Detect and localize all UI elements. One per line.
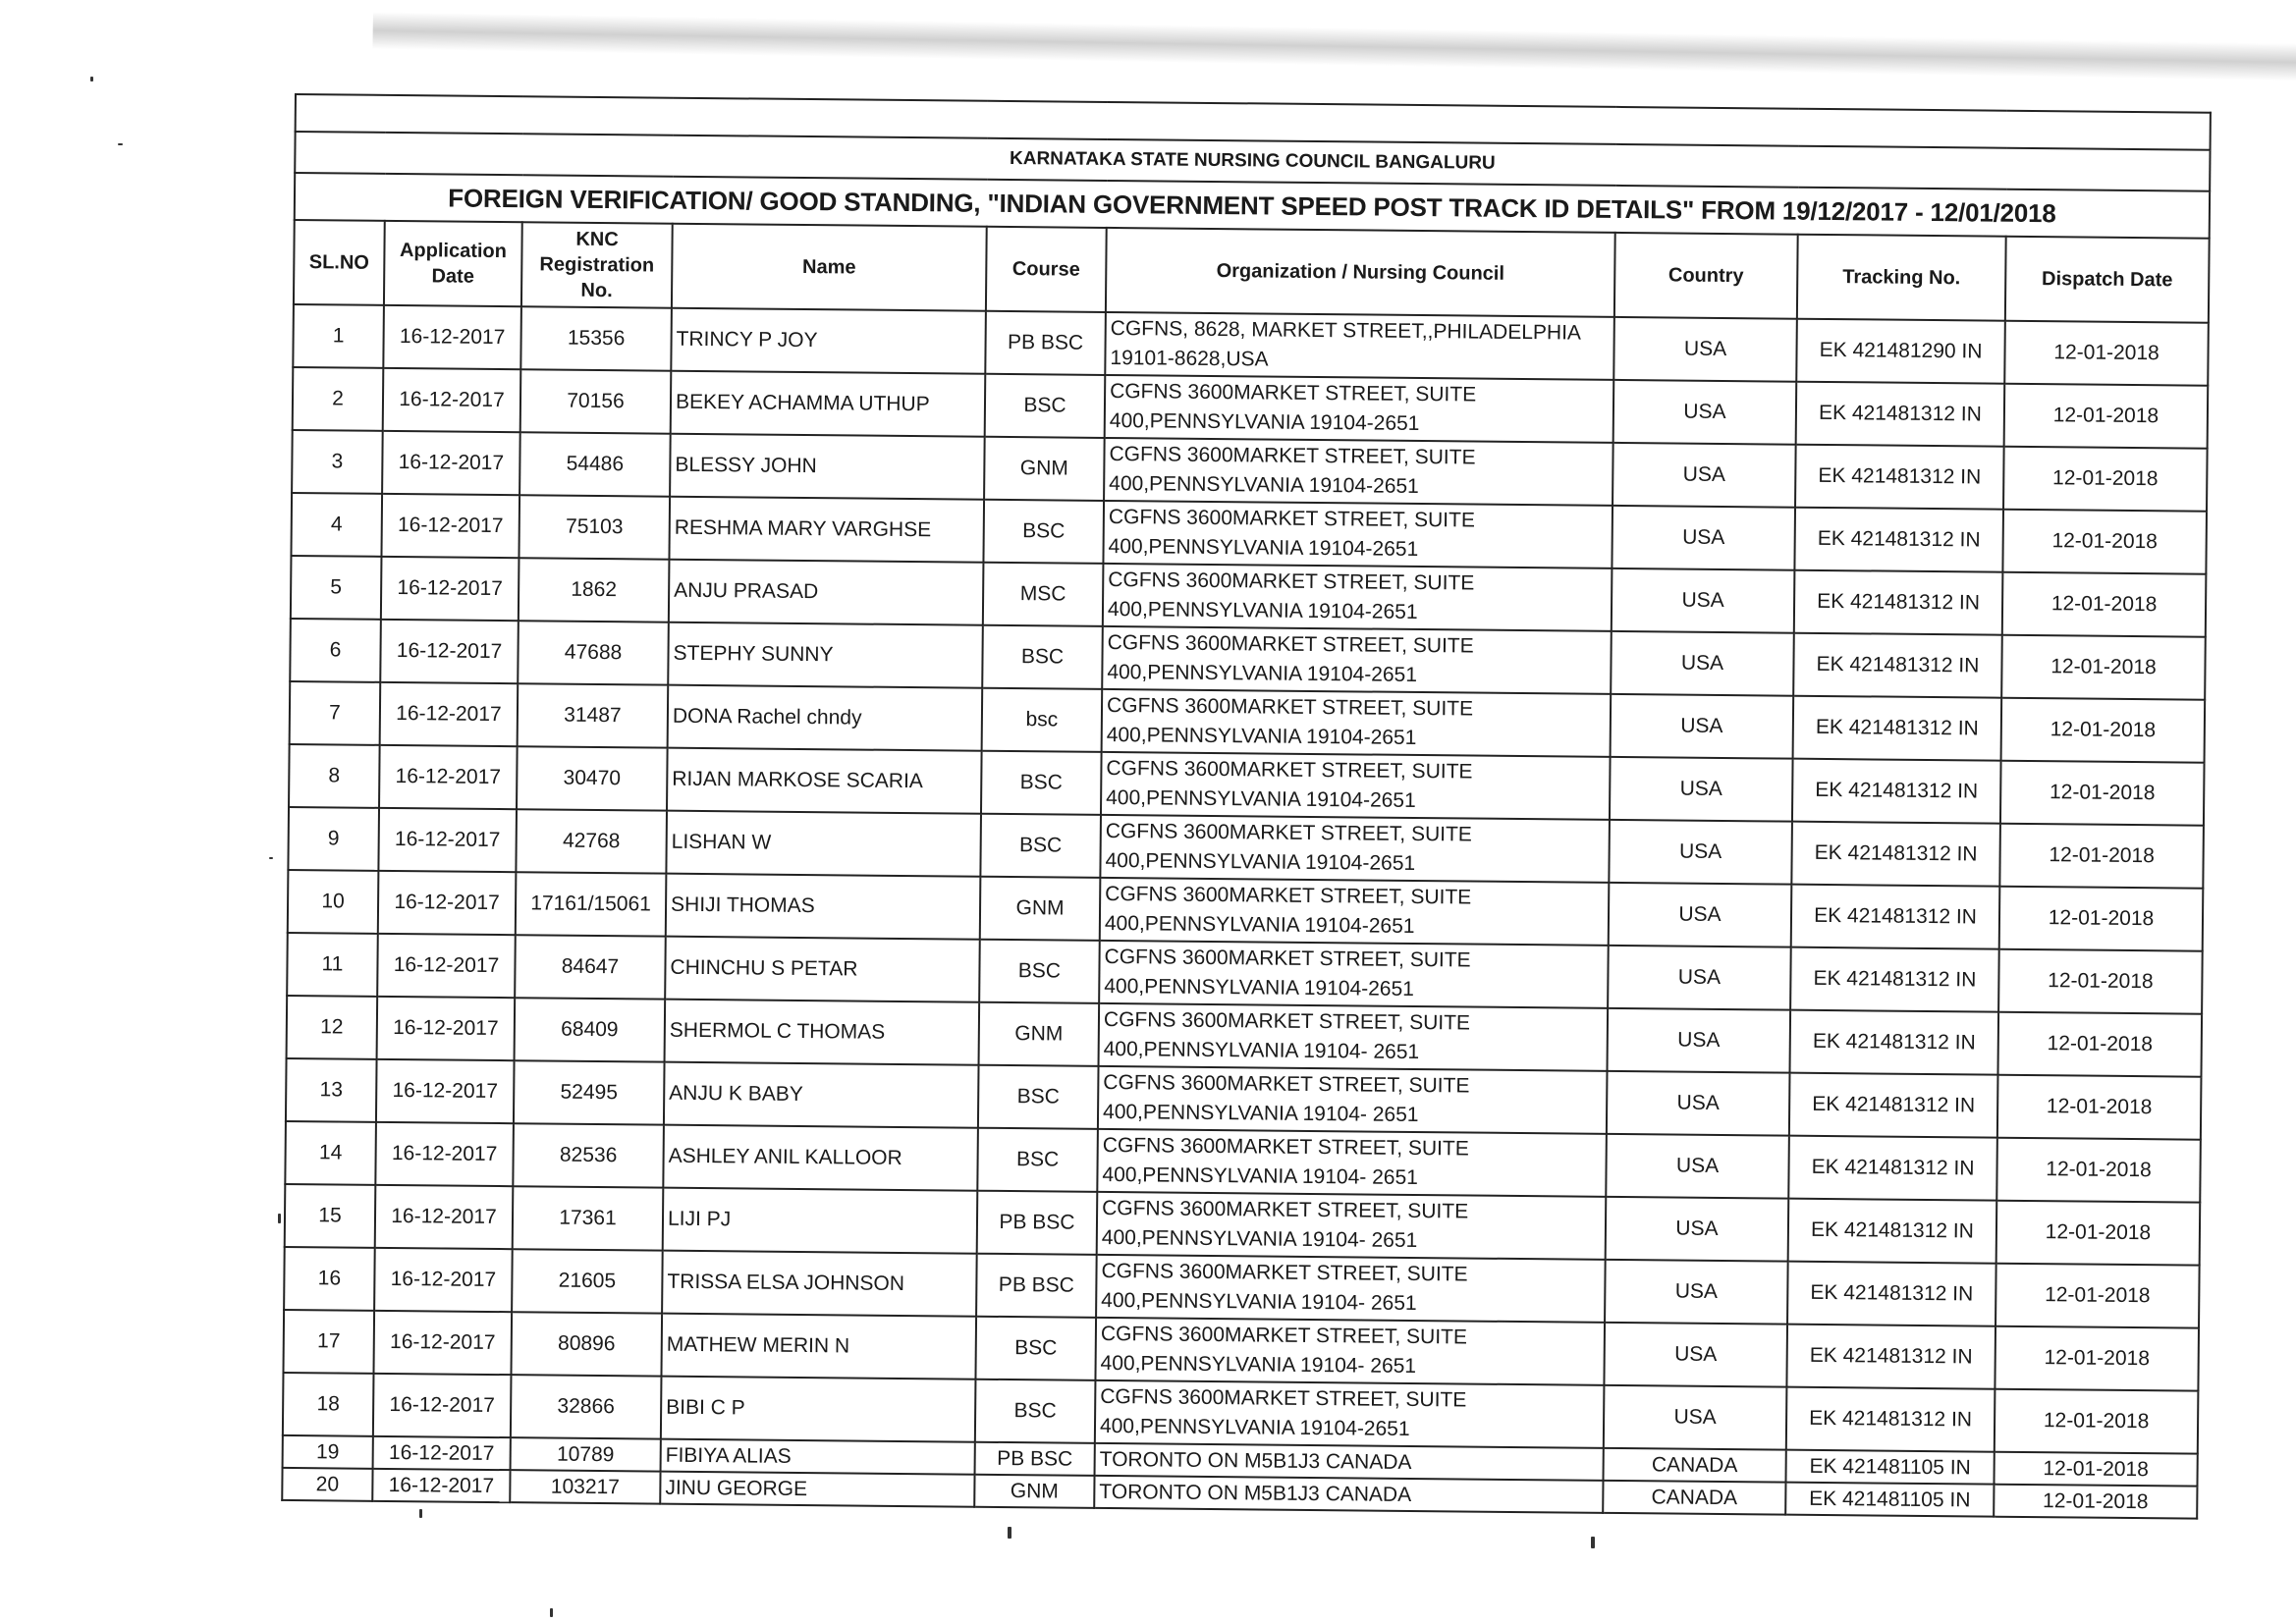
cell-country: USA — [1609, 883, 1792, 947]
cell-knc-registration-no: 30470 — [517, 746, 668, 810]
cell-tracking-no: EK 421481312 IN — [1793, 696, 2002, 761]
cell-tracking-no: EK 421481105 IN — [1785, 1450, 1994, 1485]
cell-course: PB BSC — [975, 1442, 1095, 1476]
org-title: KARNATAKA STATE NURSING COUNCIL BANGALURU — [295, 132, 2210, 191]
cell-knc-registration-no: 75103 — [519, 495, 670, 559]
organization-line-1: CGFNS 3600MARKET STREET, SUITE — [1104, 945, 1471, 972]
organization-line-1: CGFNS 3600MARKET STREET, SUITE — [1106, 756, 1473, 784]
cell-dispatch-date: 12-01-2018 — [1995, 1326, 2199, 1391]
organization-line-1: CGFNS 3600MARKET STREET, SUITE — [1102, 1196, 1469, 1223]
cell-application-date: 16-12-2017 — [380, 620, 519, 683]
organization-line-2: 400,PENNSYLVANIA 19104-2651 — [1106, 723, 1417, 749]
cell-organization — [1105, 375, 1614, 443]
scan-speck — [550, 1608, 553, 1617]
cell-knc-registration-no: 17361 — [513, 1186, 664, 1250]
organization-line-1: CGFNS 3600MARKET STREET, SUITE — [1110, 379, 1477, 406]
cell-knc-registration-no: 15356 — [520, 306, 672, 370]
organization-line-2: 400,PENNSYLVANIA 19104-2651 — [1104, 911, 1415, 938]
cell-application-date: 16-12-2017 — [377, 997, 516, 1060]
cell-organization — [1095, 1380, 1605, 1448]
cell-country: USA — [1612, 568, 1795, 633]
cell-course: BSC — [980, 814, 1101, 878]
organization-line-2: 400,PENNSYLVANIA 19104-2651 — [1107, 660, 1418, 686]
cell-name: SHERMOL C THOMAS — [665, 1000, 980, 1065]
cell-dispatch-date: 12-01-2018 — [2002, 572, 2207, 637]
cell-course: GNM — [980, 877, 1101, 941]
cell-tracking-no: EK 421481312 IN — [1791, 885, 2000, 949]
cell-name: BIBI C P — [661, 1377, 976, 1442]
cell-dispatch-date: 12-01-2018 — [2002, 510, 2207, 574]
cell-course: GNM — [974, 1475, 1094, 1508]
cell-sl-no: 3 — [292, 430, 383, 494]
scan-speck — [118, 143, 123, 145]
cell-course: BSC — [978, 1065, 1099, 1129]
cell-country: CANADA — [1603, 1481, 1785, 1515]
cell-tracking-no: EK 421481312 IN — [1786, 1387, 1995, 1452]
organization-line-1: TORONTO ON M5B1J3 CANADA — [1099, 1447, 1412, 1474]
cell-name: TRISSA ELSA JOHNSON — [662, 1251, 977, 1317]
cell-dispatch-date: 12-01-2018 — [1998, 949, 2203, 1014]
cell-tracking-no: EK 421481105 IN — [1785, 1483, 1994, 1517]
cell-course: BSC — [982, 625, 1103, 689]
cell-dispatch-date: 12-01-2018 — [2000, 761, 2205, 826]
cell-tracking-no: EK 421481312 IN — [1788, 1136, 1997, 1201]
cell-application-date: 16-12-2017 — [375, 1122, 514, 1186]
cell-name: BLESSY JOHN — [670, 434, 985, 500]
cell-sl-no: 11 — [287, 933, 378, 997]
cell-organization — [1103, 564, 1613, 631]
cell-dispatch-date: 12-01-2018 — [1997, 1012, 2202, 1077]
organization-line-2: 400,PENNSYLVANIA 19104- 2651 — [1102, 1100, 1419, 1127]
organization-line-1: CGFNS, 8628, MARKET STREET,,PHILADELPHIA — [1110, 316, 1582, 345]
organization-line-1: CGFNS 3600MARKET STREET, SUITE — [1106, 693, 1474, 721]
cell-course: BSC — [979, 940, 1100, 1003]
cell-country: USA — [1610, 757, 1793, 822]
cell-organization — [1095, 1443, 1604, 1481]
cell-application-date: 16-12-2017 — [375, 1185, 514, 1249]
organization-line-2: 400,PENNSYLVANIA 19104-2651 — [1099, 1414, 1410, 1440]
cell-sl-no: 19 — [283, 1435, 373, 1469]
cell-tracking-no: EK 421481312 IN — [1789, 1073, 1998, 1138]
organization-line-2: 400,PENNSYLVANIA 19104-2651 — [1105, 848, 1416, 875]
cell-country: USA — [1607, 1071, 1790, 1136]
cell-application-date: 16-12-2017 — [373, 1374, 512, 1437]
cell-sl-no: 7 — [290, 681, 381, 745]
cell-tracking-no: EK 421481312 IN — [1787, 1262, 1996, 1326]
cell-sl-no: 5 — [291, 556, 382, 620]
header-name: Name — [672, 224, 987, 311]
cell-knc-registration-no: 52495 — [514, 1060, 665, 1124]
cell-organization — [1098, 1066, 1608, 1134]
cell-dispatch-date: 12-01-2018 — [1995, 1264, 2200, 1328]
cell-course: PB BSC — [976, 1254, 1097, 1318]
cell-country: USA — [1613, 443, 1796, 508]
cell-application-date: 16-12-2017 — [381, 494, 519, 558]
cell-organization — [1105, 312, 1614, 380]
organization-line-2: 400,PENNSYLVANIA 19104-2651 — [1104, 974, 1415, 1001]
cell-organization — [1094, 1476, 1603, 1513]
cell-sl-no: 18 — [283, 1373, 374, 1436]
organization-line-2: 400,PENNSYLVANIA 19104- 2651 — [1101, 1225, 1418, 1253]
cell-application-date: 16-12-2017 — [377, 934, 516, 998]
cell-country: USA — [1606, 1197, 1789, 1262]
organization-line-1: CGFNS 3600MARKET STREET, SUITE — [1105, 882, 1472, 909]
cell-knc-registration-no: 68409 — [515, 998, 666, 1061]
cell-application-date: 16-12-2017 — [380, 682, 519, 746]
cell-organization — [1096, 1255, 1606, 1323]
cell-country: USA — [1608, 1008, 1791, 1073]
cell-tracking-no: EK 421481290 IN — [1796, 319, 2005, 384]
cell-name: SHIJI THOMAS — [666, 874, 981, 940]
cell-application-date: 16-12-2017 — [373, 1311, 512, 1375]
cell-sl-no: 4 — [291, 493, 382, 557]
organization-line-2: 400,PENNSYLVANIA 19104- 2651 — [1103, 1037, 1420, 1064]
cell-course: BSC — [981, 751, 1102, 815]
cell-application-date: 16-12-2017 — [383, 305, 521, 369]
organization-line-1: CGFNS 3600MARKET STREET, SUITE — [1103, 1070, 1470, 1098]
cell-tracking-no: EK 421481312 IN — [1794, 508, 2003, 572]
header-tracking-no: Tracking No. — [1797, 235, 2006, 321]
cell-name: TRINCY P JOY — [671, 308, 986, 374]
cell-dispatch-date: 12-01-2018 — [1994, 1485, 2197, 1519]
cell-tracking-no: EK 421481312 IN — [1788, 1199, 1997, 1264]
organization-line-2: 19101-8628,USA — [1110, 346, 1269, 371]
cell-organization — [1097, 1192, 1607, 1260]
cell-dispatch-date: 12-01-2018 — [2001, 698, 2206, 763]
organization-line-2: 400,PENNSYLVANIA 19104- 2651 — [1100, 1351, 1417, 1379]
cell-knc-registration-no: 103217 — [510, 1470, 660, 1503]
cell-knc-registration-no: 47688 — [518, 621, 669, 684]
cell-name: ASHLEY ANIL KALLOOR — [663, 1125, 978, 1191]
cell-organization — [1095, 1318, 1605, 1385]
cell-sl-no: 10 — [288, 870, 379, 934]
cell-knc-registration-no: 70156 — [520, 369, 672, 433]
cell-application-date: 16-12-2017 — [379, 745, 518, 809]
cell-application-date: 16-12-2017 — [382, 431, 520, 495]
cell-application-date: 16-12-2017 — [378, 871, 517, 935]
scan-speck — [90, 77, 93, 81]
cell-organization — [1104, 438, 1613, 506]
cell-course: BSC — [975, 1380, 1096, 1443]
cell-country: USA — [1604, 1323, 1787, 1387]
cell-dispatch-date: 12-01-2018 — [1996, 1201, 2201, 1266]
cell-tracking-no: EK 421481312 IN — [1790, 947, 1999, 1012]
cell-country: USA — [1612, 506, 1795, 570]
cell-knc-registration-no: 82536 — [513, 1123, 664, 1187]
cell-course: BSC — [983, 500, 1104, 564]
cell-course: PB BSC — [977, 1191, 1098, 1255]
cell-country: USA — [1613, 380, 1797, 445]
cell-course: PB BSC — [985, 311, 1106, 375]
cell-sl-no: 6 — [290, 619, 381, 682]
cell-sl-no: 2 — [293, 367, 384, 431]
organization-line-1: CGFNS 3600MARKET STREET, SUITE — [1103, 1007, 1471, 1035]
organization-line-1: CGFNS 3600MARKET STREET, SUITE — [1100, 1322, 1468, 1349]
organization-line-2: 400,PENNSYLVANIA 19104-2651 — [1109, 471, 1419, 499]
cell-name: JINU GEORGE — [660, 1472, 974, 1507]
cell-name: STEPHY SUNNY — [668, 622, 983, 688]
cell-organization — [1102, 626, 1612, 694]
cell-application-date: 16-12-2017 — [381, 557, 519, 621]
organization-line-2: 400,PENNSYLVANIA 19104-2651 — [1108, 534, 1419, 562]
header-dispatch-date: Dispatch Date — [2005, 237, 2210, 323]
cell-sl-no: 1 — [293, 304, 384, 368]
cell-application-date: 16-12-2017 — [372, 1469, 510, 1502]
cell-knc-registration-no: 80896 — [511, 1312, 662, 1376]
organization-line-1: CGFNS 3600MARKET STREET, SUITE — [1107, 630, 1474, 658]
cell-country: USA — [1604, 1385, 1787, 1450]
organization-line-1: CGFNS 3600MARKET STREET, SUITE — [1108, 505, 1476, 532]
cell-dispatch-date: 12-01-2018 — [2001, 635, 2206, 700]
cell-application-date: 16-12-2017 — [383, 368, 521, 432]
cell-name: ANJU K BABY — [664, 1062, 979, 1128]
cell-tracking-no: EK 421481312 IN — [1792, 759, 2001, 824]
document-sheet — [281, 93, 2210, 1520]
cell-tracking-no: EK 421481312 IN — [1796, 382, 2005, 447]
cell-tracking-no: EK 421481312 IN — [1789, 1010, 1998, 1075]
cell-organization — [1099, 1003, 1609, 1071]
cell-application-date: 16-12-2017 — [378, 808, 517, 872]
cell-dispatch-date: 12-01-2018 — [1996, 1138, 2201, 1203]
organization-line-2: 400,PENNSYLVANIA 19104-2651 — [1107, 597, 1418, 624]
cell-organization — [1099, 941, 1609, 1008]
cell-tracking-no: EK 421481312 IN — [1791, 822, 2000, 887]
scan-edge-shadow — [372, 12, 2296, 81]
cell-knc-registration-no: 1862 — [519, 558, 670, 622]
cell-application-date: 16-12-2017 — [373, 1436, 511, 1470]
cell-sl-no: 15 — [285, 1184, 376, 1248]
scan-speck — [419, 1509, 422, 1518]
header-knc-registration-no: KNC Registration No. — [521, 222, 673, 307]
organization-line-2: 400,PENNSYLVANIA 19104- 2651 — [1101, 1288, 1417, 1316]
cell-dispatch-date: 12-01-2018 — [1997, 1075, 2202, 1140]
organization-line-1: CGFNS 3600MARKET STREET, SUITE — [1108, 568, 1475, 595]
cell-name: ANJU PRASAD — [669, 560, 984, 625]
cell-sl-no: 16 — [284, 1247, 375, 1311]
cell-sl-no: 13 — [286, 1058, 377, 1122]
cell-dispatch-date: 12-01-2018 — [1994, 1452, 2197, 1487]
cell-country: USA — [1611, 631, 1794, 696]
organization-line-1: CGFNS 3600MARKET STREET, SUITE — [1102, 1133, 1469, 1161]
cell-name: BEKEY ACHAMMA UTHUP — [671, 371, 986, 437]
cell-organization — [1102, 689, 1612, 757]
cell-sl-no: 14 — [285, 1121, 376, 1185]
scan-speck — [1008, 1527, 1011, 1539]
cell-country: USA — [1611, 694, 1794, 759]
cell-organization — [1100, 815, 1610, 883]
cell-country: USA — [1606, 1134, 1789, 1199]
cell-name: MATHEW MERIN N — [661, 1314, 976, 1380]
cell-dispatch-date: 12-01-2018 — [1995, 1389, 2199, 1454]
cell-tracking-no: EK 421481312 IN — [1794, 570, 2003, 635]
cell-knc-registration-no: 10789 — [511, 1437, 661, 1471]
cell-dispatch-date: 12-01-2018 — [2003, 447, 2208, 512]
cell-dispatch-date: 12-01-2018 — [2004, 321, 2209, 386]
cell-sl-no: 17 — [283, 1310, 374, 1374]
cell-name: DONA Rachel chndy — [668, 685, 983, 751]
organization-line-2: 400,PENNSYLVANIA 19104- 2651 — [1102, 1163, 1418, 1190]
cell-tracking-no: EK 421481312 IN — [1786, 1325, 1995, 1389]
organization-line-1: TORONTO ON M5B1J3 CANADA — [1099, 1480, 1412, 1506]
organization-line-1: CGFNS 3600MARKET STREET, SUITE — [1105, 819, 1472, 846]
cell-country: USA — [1608, 946, 1791, 1010]
cell-tracking-no: EK 421481312 IN — [1793, 633, 2002, 698]
cell-name: FIBIYA ALIAS — [661, 1439, 975, 1475]
cell-course: MSC — [983, 563, 1104, 626]
cell-knc-registration-no: 42768 — [516, 809, 667, 873]
header-sl-no: SL.NO — [294, 220, 385, 305]
organization-line-1: CGFNS 3600MARKET STREET, SUITE — [1109, 442, 1476, 469]
organization-line-1: CGFNS 3600MARKET STREET, SUITE — [1100, 1384, 1467, 1412]
cell-application-date: 16-12-2017 — [374, 1248, 513, 1312]
cell-course: BSC — [975, 1317, 1096, 1380]
cell-sl-no: 12 — [287, 996, 378, 1059]
cell-country: USA — [1605, 1260, 1788, 1325]
cell-dispatch-date: 12-01-2018 — [2004, 384, 2209, 449]
organization-line-2: 400,PENNSYLVANIA 19104-2651 — [1109, 408, 1420, 436]
header-course: Course — [986, 227, 1107, 312]
cell-sl-no: 9 — [288, 807, 379, 871]
cell-knc-registration-no: 21605 — [512, 1249, 663, 1313]
cell-name: RESHMA MARY VARGHSE — [669, 497, 984, 563]
cell-name: LISHAN W — [666, 811, 981, 877]
cell-knc-registration-no: 84647 — [515, 935, 666, 999]
cell-name: CHINCHU S PETAR — [665, 937, 980, 1002]
cell-knc-registration-no: 17161/15061 — [516, 872, 667, 936]
scan-speck — [1591, 1537, 1595, 1548]
scan-speck — [269, 857, 273, 859]
cell-application-date: 16-12-2017 — [376, 1059, 515, 1123]
cell-tracking-no: EK 421481312 IN — [1795, 445, 2004, 510]
cell-name: LIJI PJ — [663, 1188, 978, 1254]
cell-knc-registration-no: 31487 — [518, 683, 669, 747]
cell-organization — [1100, 878, 1610, 946]
cell-country: USA — [1613, 317, 1797, 382]
cell-dispatch-date: 12-01-2018 — [1999, 887, 2204, 951]
cell-country: USA — [1609, 820, 1792, 885]
cell-course: GNM — [984, 437, 1105, 501]
cell-course: BSC — [977, 1128, 1098, 1192]
scan-speck — [278, 1214, 281, 1223]
header-application-date: Application Date — [384, 221, 522, 306]
cell-country: CANADA — [1603, 1448, 1785, 1483]
cell-course: bsc — [982, 688, 1103, 752]
cell-knc-registration-no: 32866 — [511, 1375, 662, 1438]
cell-organization — [1103, 501, 1613, 568]
organization-line-2: 400,PENNSYLVANIA 19104-2651 — [1106, 785, 1416, 812]
cell-course: BSC — [985, 374, 1106, 438]
cell-course: GNM — [979, 1002, 1100, 1066]
cell-name: RIJAN MARKOSE SCARIA — [667, 748, 982, 814]
cell-organization — [1101, 752, 1611, 820]
header-country: Country — [1614, 233, 1798, 319]
dispatch-table — [281, 93, 2212, 1520]
cell-organization — [1097, 1129, 1607, 1197]
report-title: FOREIGN VERIFICATION/ GOOD STANDING, "INDIAN GOVERNMENT SPEED POST TRACK ID DETAILS" FROM 19/12/2017 - 12/01/2018 — [295, 173, 2210, 239]
cell-sl-no: 8 — [289, 744, 380, 808]
cell-knc-registration-no: 54486 — [519, 432, 671, 496]
header-organization: Organization / Nursing Council — [1106, 228, 1615, 317]
cell-dispatch-date: 12-01-2018 — [1999, 824, 2204, 889]
cell-sl-no: 20 — [282, 1468, 372, 1501]
organization-line-1: CGFNS 3600MARKET STREET, SUITE — [1101, 1259, 1468, 1286]
